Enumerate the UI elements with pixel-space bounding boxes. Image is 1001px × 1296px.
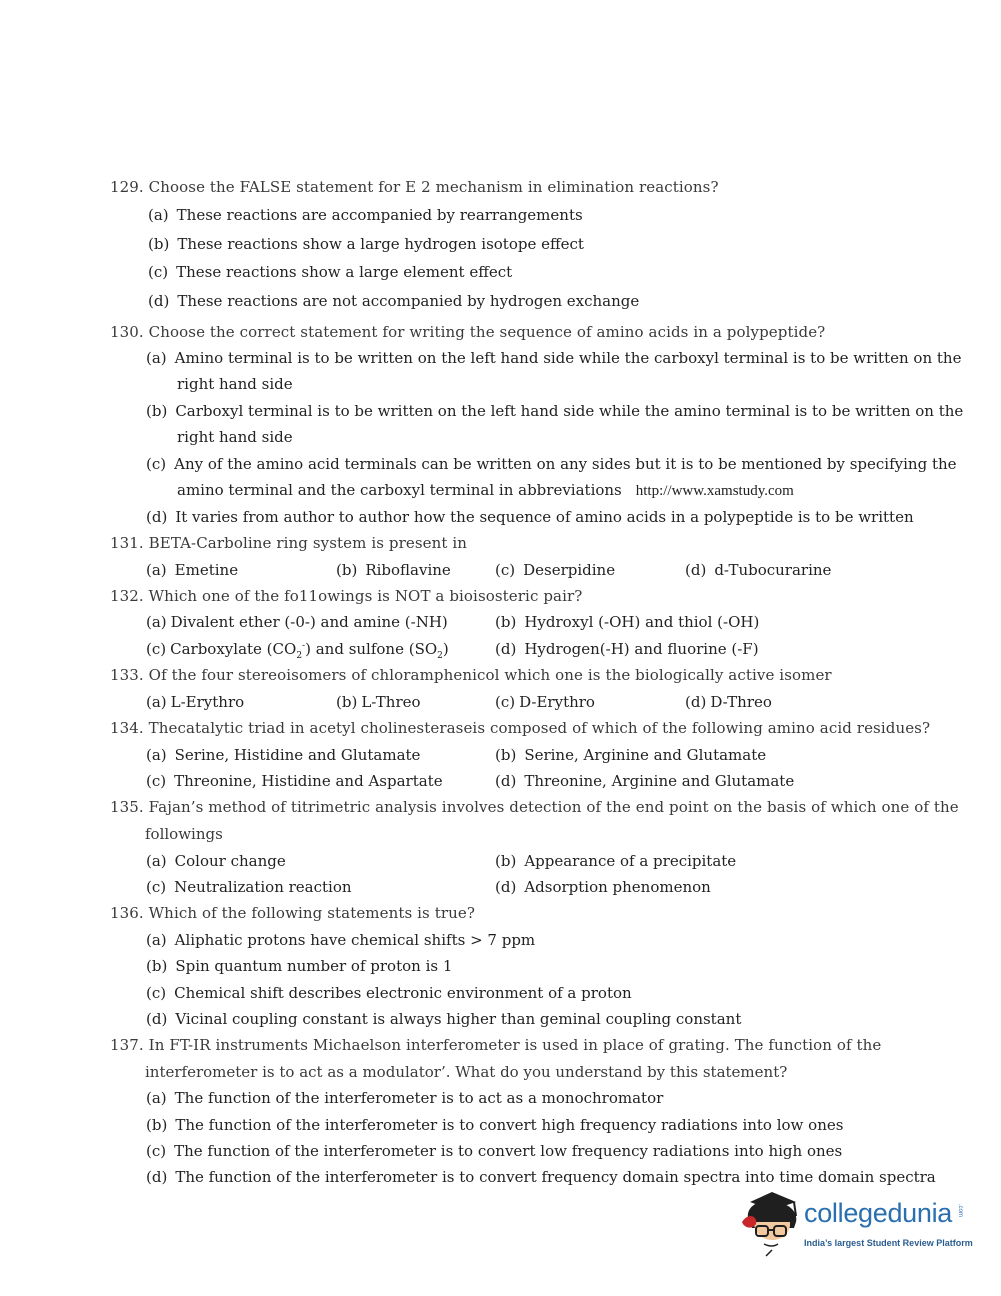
option-134-b <box>495 746 766 764</box>
option-132-a <box>146 613 448 631</box>
option-137-c <box>146 1142 842 1160</box>
option-135-b <box>495 852 736 870</box>
collegedunia-logo[interactable] <box>742 1188 972 1258</box>
option-label: (b) <box>495 852 517 870</box>
option-text: L-Erythro <box>170 693 245 711</box>
option-label: (a) <box>146 1089 167 1107</box>
option-text: amino terminal and the carboxyl terminal in abbreviations <box>177 481 622 499</box>
option-text: These reactions are not accompanied by hydrogen exchange <box>177 292 640 310</box>
option-label: (a) <box>148 206 169 224</box>
option-134-a <box>146 746 420 764</box>
option-137-a <box>146 1089 663 1107</box>
option-label: (b) <box>495 746 517 764</box>
option-label: (b) <box>336 693 358 711</box>
option-133-a <box>146 693 244 711</box>
option-text: Divalent ether (-0-) and amine (-NH) <box>170 613 448 631</box>
option-label: (c) <box>146 455 167 473</box>
option-134-c <box>146 772 443 790</box>
option-label: (c) <box>495 693 516 711</box>
option-label: (d) <box>495 878 517 896</box>
option-label: (a) <box>146 746 167 764</box>
option-130-b <box>146 402 963 420</box>
question-132-stem: 132. Which one of the fo11owings is NOT a bioisosteric pair? <box>110 587 583 605</box>
option-133-d <box>685 693 772 711</box>
option-label: (c) <box>146 772 167 790</box>
option-label: (a) <box>146 561 167 579</box>
question-131-stem: 131. BETA-Carboline ring system is present in <box>110 534 468 552</box>
option-text: Emetine <box>174 561 239 579</box>
option-text: Deserpidine <box>523 561 616 579</box>
option-label: (b) <box>495 613 517 631</box>
option-label: (c) <box>146 1142 167 1160</box>
option-label: (b) <box>146 957 168 975</box>
option-text: Any of the amino acid terminals can be written on any sides but it is to be mentioned by specifying the <box>174 455 957 473</box>
question-133-stem: 133. Of the four stereoisomers of chloramphenicol which one is the biologically active isomer <box>110 666 832 684</box>
option-text: Amino terminal is to be written on the left hand side while the carboxyl terminal is to be written on the <box>174 349 962 367</box>
option-135-a <box>146 852 286 870</box>
option-133-b <box>336 693 421 711</box>
option-label: (d) <box>685 561 707 579</box>
question-136-stem: 136. Which of the following statements is true? <box>110 904 475 922</box>
brand-com: .com <box>957 1204 963 1218</box>
option-label: (a) <box>146 693 167 711</box>
option-136-a <box>146 931 535 949</box>
option-text: These reactions show a large element effect <box>176 263 513 281</box>
option-129-d <box>148 292 639 310</box>
option-133-c <box>495 693 595 711</box>
option-text: Chemical shift describes electronic environment of a proton <box>174 984 632 1002</box>
option-label: (c) <box>148 263 169 281</box>
option-text: The function of the interferometer is to act as a monochromator <box>174 1089 664 1107</box>
option-136-c <box>146 984 632 1002</box>
option-text: Aliphatic protons have chemical shifts > 7 ppm <box>174 931 536 949</box>
option-text: d-Tubocurarine <box>714 561 832 579</box>
option-136-d <box>146 1010 741 1028</box>
option-text: Hydrogen(-H) and fluorine (-F) <box>524 640 759 658</box>
option-text: ) and sulfone (SO <box>305 640 438 658</box>
mascot-icon <box>742 1188 804 1258</box>
option-132-d <box>495 640 759 658</box>
option-129-b <box>148 235 584 253</box>
watermark-url: http://www.xamstudy.com <box>635 483 794 499</box>
question-135-stem-cont: followings <box>145 825 223 843</box>
option-135-c <box>146 878 352 896</box>
option-text: These reactions are accompanied by rearrangements <box>176 206 583 224</box>
option-label: (b) <box>336 561 358 579</box>
option-131-a <box>146 561 238 579</box>
option-134-d <box>495 772 794 790</box>
option-text: Riboflavine <box>365 561 451 579</box>
option-131-c <box>495 561 615 579</box>
superscript: - <box>302 641 306 651</box>
option-text: Carboxylate (CO <box>170 640 297 658</box>
option-text: D-Erythro <box>519 693 595 711</box>
option-131-d <box>685 561 831 579</box>
question-137-stem-cont: interferometer is to act as a modulator’. What do you understand by this statement? <box>145 1063 788 1081</box>
option-text: Serine, Arginine and Glutamate <box>524 746 767 764</box>
question-130-stem: 130. Choose the correct statement for writing the sequence of amino acids in a polypeptide? <box>110 323 826 341</box>
option-text: It varies from author to author how the sequence of amino acids in a polypeptide is to be written <box>175 508 914 526</box>
option-129-a <box>148 206 583 224</box>
option-137-d <box>146 1168 936 1186</box>
option-130-d <box>146 508 914 526</box>
option-130-b-cont: right hand side <box>177 428 293 446</box>
question-135-stem: 135. Fajan’s method of titrimetric analysis involves detection of the end point on the basis of which one of the <box>110 798 959 816</box>
option-132-b <box>495 613 759 631</box>
option-label: (c) <box>146 640 167 658</box>
option-131-b <box>336 561 451 579</box>
option-label: (a) <box>146 349 167 367</box>
option-text: Vicinal coupling constant is always higher than geminal coupling constant <box>175 1010 742 1028</box>
option-label: (a) <box>146 852 167 870</box>
option-label: (b) <box>148 235 170 253</box>
option-label: (d) <box>495 640 517 658</box>
option-label: (d) <box>146 1010 168 1028</box>
option-text: Hydroxyl (-OH) and thiol (-OH) <box>524 613 760 631</box>
option-130-c-cont <box>177 481 794 500</box>
option-label: (c) <box>146 878 167 896</box>
subscript: 2 <box>296 651 303 661</box>
option-label: (b) <box>146 1116 168 1134</box>
option-130-a <box>146 349 961 367</box>
option-text: The function of the interferometer is to convert high frequency radiations into low ones <box>175 1116 844 1134</box>
option-label: (c) <box>146 984 167 1002</box>
option-text: These reactions show a large hydrogen isotope effect <box>177 235 584 253</box>
option-text: L-Threo <box>361 693 421 711</box>
option-text: Threonine, Histidine and Aspartate <box>174 772 443 790</box>
option-text: Colour change <box>174 852 286 870</box>
option-136-b <box>146 957 452 975</box>
option-label: (d) <box>495 772 517 790</box>
question-137-stem: 137. In FT-IR instruments Michaelson interferometer is used in place of grating. The function of the <box>110 1036 882 1054</box>
option-label: (d) <box>148 292 170 310</box>
option-label: (d) <box>685 693 707 711</box>
option-130-c <box>146 455 957 473</box>
subscript: 2 <box>437 651 443 661</box>
option-text: Neutralization reaction <box>174 878 352 896</box>
option-text: The function of the interferometer is to convert low frequency radiations into high ones <box>174 1142 843 1160</box>
option-text: Carboxyl terminal is to be written on the left hand side while the amino terminal is to be written on the <box>175 402 964 420</box>
option-text: Spin quantum number of proton is 1 <box>175 957 453 975</box>
option-text: D-Threo <box>710 693 772 711</box>
option-text: Threonine, Arginine and Glutamate <box>524 772 795 790</box>
option-135-d <box>495 878 711 896</box>
question-129-stem: 129. Choose the FALSE statement for E 2 mechanism in elimination reactions? <box>110 178 719 196</box>
option-label: (c) <box>495 561 516 579</box>
option-label: (d) <box>146 1168 168 1186</box>
option-text: ) <box>442 640 449 658</box>
option-label: (a) <box>146 931 167 949</box>
option-text: Serine, Histidine and Glutamate <box>174 746 421 764</box>
option-130-a-cont: right hand side <box>177 375 293 393</box>
option-text: The function of the interferometer is to convert frequency domain spectra into time domain spectra <box>175 1168 936 1186</box>
option-label: (b) <box>146 402 168 420</box>
brand-name: collegedunia <box>804 1198 953 1228</box>
option-text: Appearance of a precipitate <box>524 852 737 870</box>
question-134-stem: 134. Thecatalytic triad in acetyl cholinesteraseis composed of which of the following amino acid residues? <box>110 719 931 737</box>
option-137-b <box>146 1116 843 1134</box>
option-label: (a) <box>146 613 167 631</box>
option-label: (d) <box>146 508 168 526</box>
option-129-c <box>148 263 512 281</box>
option-text: Adsorption phenomenon <box>524 878 711 896</box>
option-132-c <box>146 640 449 661</box>
brand-tagline: India’s largest Student Review Platform <box>804 1238 973 1248</box>
